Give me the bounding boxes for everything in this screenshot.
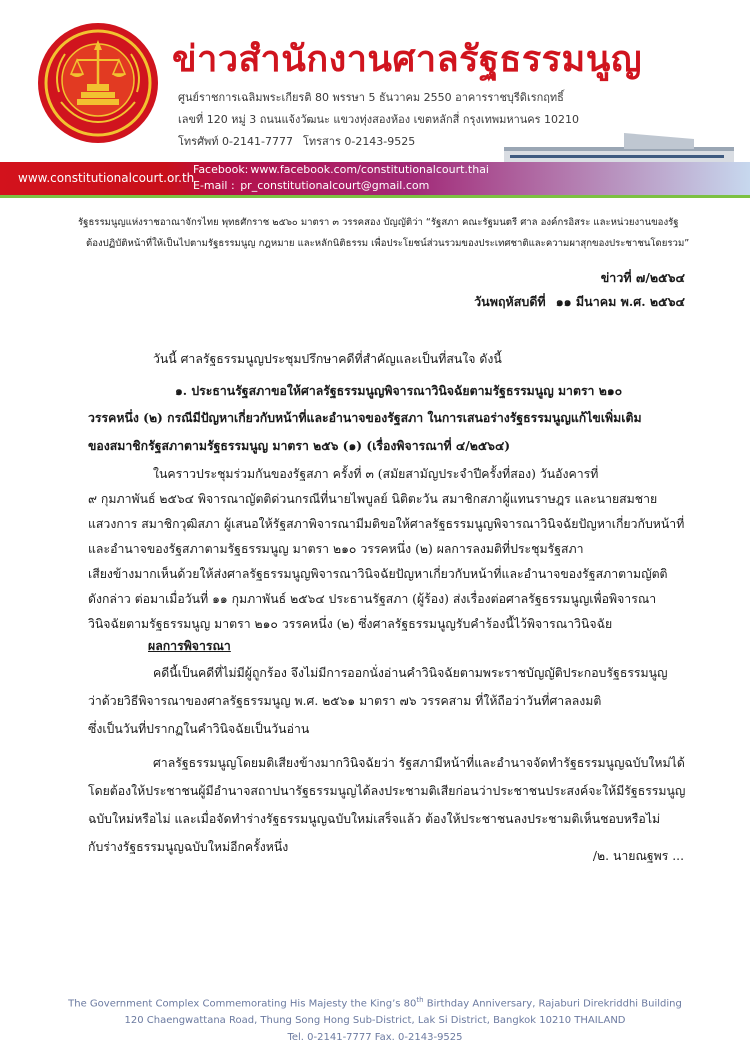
intro-paragraph: วันนี้ ศาลรัฐธรรมนูญประชุมปรึกษาคดีที่สำคัญและเป็นที่สนใจ ดังนี้ [153,352,502,366]
news-date [474,292,685,312]
continued-marker: /๒. นายณฐพร ... [592,849,684,863]
paragraph-line: เสียงข้างมากเห็นด้วยให้ส่งศาลรัฐธรรมนูญพิจารณาวินิจฉัยปัญหาเกี่ยวกับหน้าที่และอำนาจของรัฐสภาตามญัตติ [88,567,668,581]
footer-line-2: 120 Chaengwattana Road, Thung Song Hong Sub-District, Lak Si District, Bangkok 10210 THAILAND [124,1015,626,1027]
paragraph-line: วินิจฉัยตามรัฐธรรมนูญ มาตรา ๒๑๐ วรรคหนึ่ง (๒) ซึ่งศาลรัฐธรรมนูญรับคำร้องนี้ไว้พิจารณาวินิจฉัย [88,617,613,631]
facebook-line [193,163,489,176]
news-number: ข่าวที่ ๗/๒๕๖๔ [600,270,685,285]
phone-number: โทรศัพท์ 0-2141-7777 [178,135,293,148]
page-title: ข่าวสำนักงานศาลรัฐธรรมนูญ [172,39,643,80]
footer-line-1 [0,992,750,1012]
paragraph-line: ว่าด้วยวิธีพิจารณาของศาลรัฐธรรมนูญ พ.ศ. ๒๕๖๑ มาตรา ๗๖ วรรคสาม ที่ให้ถือว่าวันที่ศาลลงมติ [88,694,602,708]
email-label: E-mail : [193,179,235,192]
constitution-quote [78,212,698,254]
paragraph-line: ฉบับใหม่หรือไม่ และเมื่อจัดทำร่างรัฐธรรมนูญฉบับใหม่เสร็จแล้ว ต้องให้ประชาชนลงประชามติเห็นชอบหรือไม่ [88,812,661,826]
paragraph-line: คดีนี้เป็นคดีที่ไม่มีผู้ถูกร้อง จึงไม่มีการออกนั่งอ่านคำวินิจฉัยตามพระราชบัญญัติประกอบรัฐธรรมนูญ [153,666,668,680]
email-line [193,179,429,192]
website-link[interactable]: www.constitutionalcourt.or.th [18,171,195,185]
footer-line-3: Tel. 0-2141-7777 Fax. 0-2143-9525 [287,1032,463,1044]
address-line-1: ศูนย์ราชการเฉลิมพระเกียรติ 80 พรรษา 5 ธันวาคม 2550 อาคารราชบุรีดิเรกฤทธิ์ [178,91,564,104]
result-heading: ผลการพิจารณา [148,638,231,653]
facebook-link[interactable]: www.facebook.com/constitutionalcourt.thai [250,163,489,176]
point-title-line-2: วรรคหนึ่ง (๒) กรณีมีปัญหาเกี่ยวกับหน้าที่และอำนาจของรัฐสภา ในการเสนอร่างรัฐธรรมนูญแก้ไขเพิ่มเติม [88,410,642,425]
fax-number: โทรสาร 0-2143-9525 [302,135,416,148]
news-date-value: ๑๑ มีนาคม พ.ศ. ๒๕๖๔ [555,294,685,309]
paragraph-line: ในคราวประชุมร่วมกันของรัฐสภา ครั้งที่ ๓ (สมัยสามัญประจำปีครั้งที่สอง) วันอังคารที่ [153,467,599,481]
news-day: วันพฤหัสบดีที่ [474,294,546,309]
header-divider [0,195,750,198]
paragraph-line: กับร่างรัฐธรรมนูญฉบับใหม่อีกครั้งหนึ่ง [88,840,289,854]
paragraph-line: ๙ กุมภาพันธ์ ๒๕๖๔ พิจารณาญัตติด่วนกรณีที่นายไพบูลย์ นิติตะวัน สมาชิกสภาผู้แทนราษฎร และนายสมชาย [88,492,658,506]
footer-line-1-text: The Government Complex Commemorating His Majesty the King’s 80 [68,998,417,1010]
paragraph-line: ซึ่งเป็นวันที่ปรากฏในคำวินิจฉัยเป็นวันอ่าน [88,722,310,736]
email-link[interactable]: pr_constitutionalcourt@gmail.com [240,179,430,192]
quote-line-1: รัฐธรรมนูญแห่งราชอาณาจักรไทย พุทธศักราช ๒๕๖๐ มาตรา ๓ วรรคสอง บัญญัติว่า “รัฐสภา คณะรัฐมนตรี ศาล องค์กรอิสระ และหน่วยงานของรัฐ [78,217,679,228]
letterhead [0,0,750,195]
paragraph-line: และอำนาจของรัฐสภาตามรัฐธรรมนูญ มาตรา ๒๑๐ วรรคหนึ่ง (๒) ผลการลงมติที่ประชุมรัฐสภา [88,542,584,556]
paragraph-line: โดยต้องให้ประชาชนผู้มีอำนาจสถาปนารัฐธรรมนูญได้ลงประชามติเสียก่อนว่าประชาชนประสงค์จะให้มีรัฐธรรมนูญ [88,784,686,798]
address-line-2: เลขที่ 120 หมู่ 3 ถนนแจ้งวัฒนะ แขวงทุ่งสองห้อง เขตหลักสี่ กรุงเทพมหานคร 10210 [178,113,580,126]
quote-line-2: ต้องปฏิบัติหน้าที่ให้เป็นไปตามรัฐธรรมนูญ กฎหมาย และหลักนิติธรรม เพื่อประโยชน์ส่วนรวมของประเทศชาติและความผาสุกของประชาชนโดยรวม” [86,238,690,249]
footer-address [0,992,750,1046]
footer-line-1-text-end: Birthday Anniversary, Rajaburi Direkriddhi Building [423,998,682,1010]
footer-superscript: th [416,996,424,1004]
point-title-line-1: ๑. ประธานรัฐสภาขอให้ศาลรัฐธรรมนูญพิจารณาวินิจฉัยตามรัฐธรรมนูญ มาตรา ๒๑๐ [175,383,623,398]
facebook-label: Facebook: [193,163,249,176]
paragraph-line: ศาลรัฐธรรมนูญโดยมติเสียงข้างมากวินิจฉัยว่า รัฐสภามีหน้าที่และอำนาจจัดทำรัฐธรรมนูญฉบับใหม่ได้ [153,756,685,770]
constitutional-court-seal-logo [37,22,159,144]
paragraph-line: แสวงการ สมาชิกวุฒิสภา ผู้เสนอให้รัฐสภาพิจารณามีมติขอให้ศาลรัฐธรรมนูญพิจารณาวินิจฉัยปัญหาเกี่ยวกับหน้าที่ [88,517,685,531]
point-title-line-3: ของสมาชิกรัฐสภาตามรัฐธรรมนูญ มาตรา ๒๕๖ (๑) (เรื่องพิจารณาที่ ๔/๒๕๖๔) [88,438,511,453]
paragraph-line: ดังกล่าว ต่อมาเมื่อวันที่ ๑๑ กุมภาพันธ์ ๒๕๖๔ ประธานรัฐสภา (ผู้ร้อง) ส่งเรื่องต่อศาลรัฐธรรมนูญเพื่อพิจารณา [88,592,657,606]
